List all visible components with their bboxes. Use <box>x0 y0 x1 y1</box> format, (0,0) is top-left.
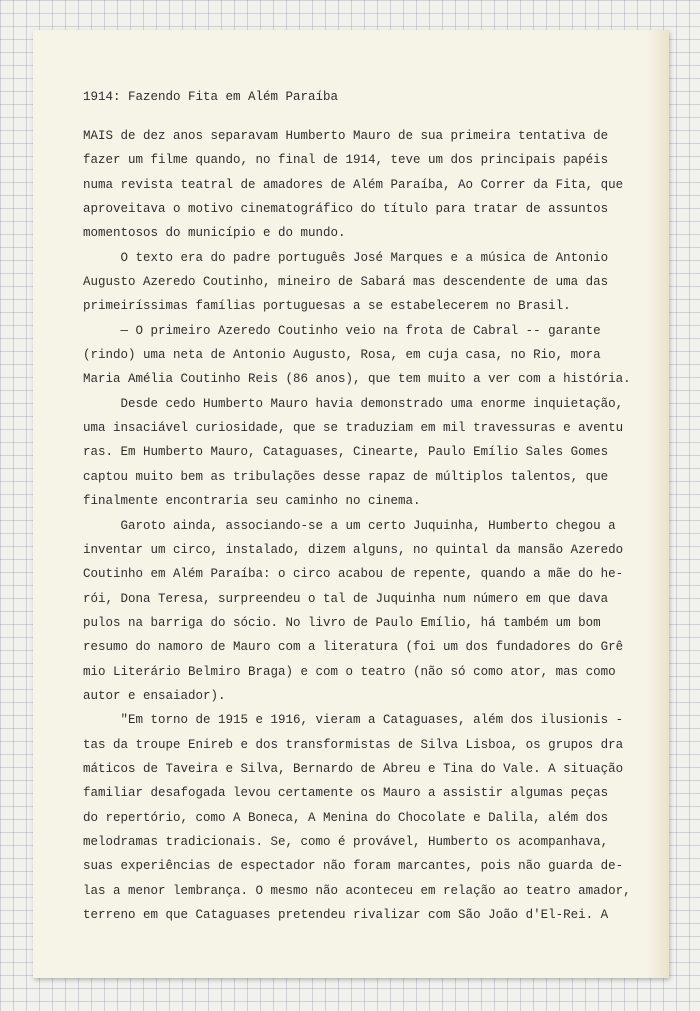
body-text <box>83 124 643 927</box>
text-line: O texto era do padre português José Marques e a música de Antonio <box>83 250 609 265</box>
text-line: tas da troupe Enireb e dos transformistas de Silva Lisboa, os grupos dra <box>83 737 624 752</box>
text-line: numa revista teatral de amadores de Além Paraíba, Ao Correr da Fita, que <box>83 177 624 192</box>
text-line: fazer um filme quando, no final de 1914, teve um dos principais papéis <box>83 153 609 168</box>
text-line: suas experiências de espectador não foram marcantes, pois não guarda de- <box>83 859 624 874</box>
text-line: autor e ensaiador). <box>83 688 226 703</box>
text-line: do repertório, como A Boneca, A Menina do Chocolate e Dalila, além dos <box>83 810 609 825</box>
text-line: uma insaciável curiosidade, que se traduziam em mil travessuras e aventu <box>83 421 624 436</box>
text-line: captou muito bem as tribulações desse rapaz de múltiplos talentos, que <box>83 469 609 484</box>
text-line: Coutinho em Além Paraíba: o circo acabou de repente, quando a mãe do he- <box>83 567 624 582</box>
page-heading: 1914: Fazendo Fita em Além Paraíba <box>83 90 339 104</box>
text-line: momentosos do município e do mundo. <box>83 226 346 241</box>
text-line: primeiríssimas famílias portuguesas a se estabelecerem no Brasil. <box>83 299 571 314</box>
text-line: mio Literário Belmiro Braga) e com o teatro (não só como ator, mas como <box>83 664 616 679</box>
text-line: Garoto ainda, associando-se a um certo Juquinha, Humberto chegou a <box>83 518 616 533</box>
text-line: — O primeiro Azeredo Coutinho veio na frota de Cabral -- garante <box>83 323 601 338</box>
text-line: ras. Em Humberto Mauro, Cataguases, Cinearte, Paulo Emílio Sales Gomes <box>83 445 609 460</box>
text-line: aproveitava o motivo cinematográfico do título para tratar de assuntos <box>83 202 609 217</box>
text-line: inventar um circo, instalado, dizem alguns, no quintal da mansão Azeredo <box>83 542 624 557</box>
text-line: MAIS de dez anos separavam Humberto Mauro de sua primeira tentativa de <box>83 129 609 143</box>
text-line: Augusto Azeredo Coutinho, mineiro de Sabará mas descendente de uma das <box>83 275 609 290</box>
text-line: máticos de Taveira e Silva, Bernardo de Abreu e Tina do Vale. A situação <box>83 761 624 776</box>
text-line: Maria Amélia Coutinho Reis (86 anos), que tem muito a ver com a história. <box>83 372 631 387</box>
text-line: terreno em que Cataguases pretendeu rivalizar com São João d'El-Rei. A <box>83 908 609 922</box>
text-line: familiar desafogada levou certamente os Mauro a assistir algumas peças <box>83 786 609 801</box>
text-line: melodramas tradicionais. Se, como é provável, Humberto os acompanhava, <box>83 834 609 849</box>
text-line: (rindo) uma neta de Antonio Augusto, Rosa, em cuja casa, no Rio, mora <box>83 348 601 363</box>
text-line: finalmente encontraria seu caminho no cinema. <box>83 494 421 509</box>
text-line: "Em torno de 1915 e 1916, vieram a Cataguases, além dos ilusionis - <box>83 713 624 728</box>
text-line: rói, Dona Teresa, surpreendeu o tal de Juquinha num número em que dava <box>83 591 609 606</box>
typewritten-page <box>33 30 669 978</box>
text-line: pulos na barriga do sócio. No livro de Paulo Emílio, há também um bom <box>83 615 601 630</box>
text-line: las a menor lembrança. O mesmo não aconteceu em relação ao teatro amador, <box>83 883 631 898</box>
text-line: Desde cedo Humberto Mauro havia demonstrado uma enorme inquietação, <box>83 396 624 411</box>
text-line: resumo do namoro de Mauro com a literatura (foi um dos fundadores do Grê <box>83 640 624 655</box>
